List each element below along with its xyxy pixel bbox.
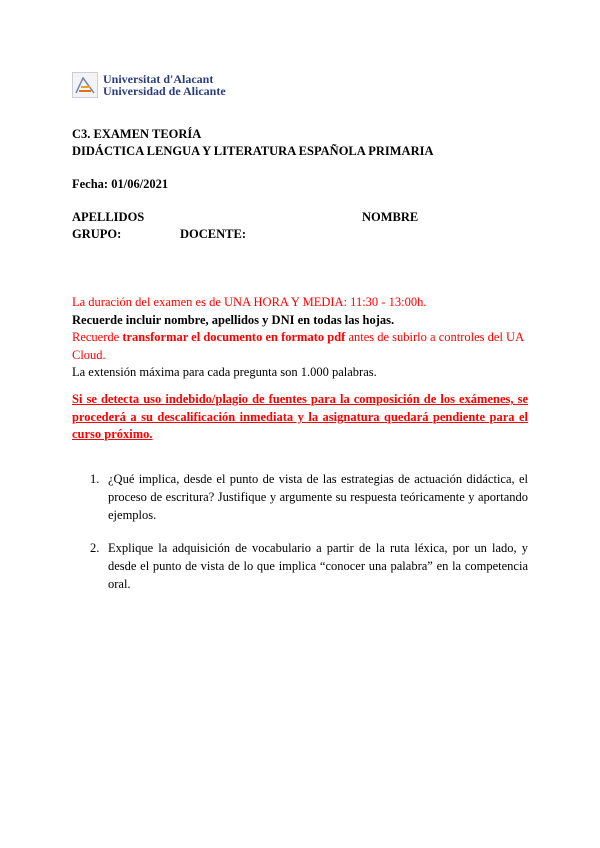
university-logo	[72, 72, 226, 98]
course-title: DIDÁCTICA LENGUA Y LITERATURA ESPAÑOLA PRIMARIA	[72, 144, 434, 158]
logo-line-2: Universidad de Alicante	[103, 84, 226, 98]
duration-note: La duración del examen es de UNA HORA Y MEDIA: 11:30 - 13:00h.	[72, 295, 427, 309]
question-1: 1. ¿Qué implica, desde el punto de vista de las estrategias de actuación didáctica, el proceso de escritura? Justifique y argumente su respuesta teóricamente y aportando ejemplos.	[90, 472, 528, 522]
docente-label: DOCENTE:	[180, 227, 246, 241]
pdf-note: Recuerde transformar el documento en formato pdf antes de subirlo a controles del UA Cloud.	[72, 330, 524, 362]
extension-note: La extensión máxima para cada pregunta son 1.000 palabras.	[72, 365, 377, 379]
apellidos-label: APELLIDOS	[72, 210, 145, 224]
include-note: Recuerde incluir nombre, apellidos y DNI en todas las hojas.	[72, 312, 395, 327]
grupo-label: GRUPO:	[72, 227, 122, 241]
university-logo-icon	[72, 72, 98, 98]
plagiarism-warning: Si se detecta uso indebido/plagio de fuentes para la composición de los exámenes, se procederá a su descalificación inmediata y la asignatura quedará pendiente para el curso próximo.	[72, 392, 528, 441]
nombre-label: NOMBRE	[362, 210, 419, 224]
logo-line-1: Universitat d'Alacant	[103, 72, 214, 86]
exam-date: Fecha: 01/06/2021	[72, 177, 169, 191]
question-2: 2. Explique la adquisición de vocabulario a partir de la ruta léxica, por un lado, y desde el punto de vista de lo que implica “conocer una palabra” en la competencia oral.	[90, 541, 528, 591]
exam-title: C3. EXAMEN TEORÍA	[72, 127, 202, 141]
instructions	[72, 294, 528, 382]
